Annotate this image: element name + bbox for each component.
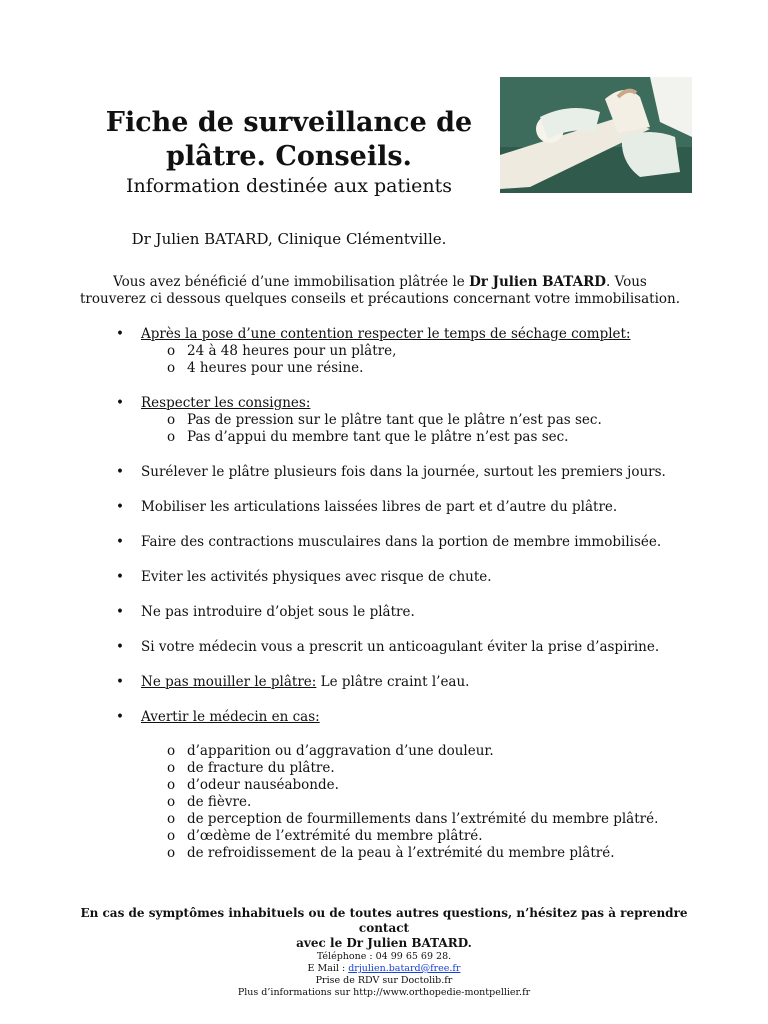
list-item bbox=[116, 499, 696, 516]
author-line: Dr Julien BATARD, Clinique Clémentville. bbox=[131, 230, 447, 248]
list-item bbox=[116, 604, 696, 621]
intro-doctor-name: Dr Julien BATARD bbox=[469, 274, 607, 290]
sub-list-item: o 24 à 48 heures pour un plâtre, bbox=[167, 343, 397, 359]
footer-contact-line2: avec le Dr Julien BATARD. bbox=[296, 936, 472, 950]
sub-bullet-icon: o bbox=[167, 777, 176, 793]
list-item bbox=[116, 464, 696, 481]
sub-list-item: o d’œdème de l’extrémité du membre plâtré. bbox=[167, 828, 483, 844]
bullet-icon: • bbox=[116, 464, 124, 480]
list-item bbox=[116, 534, 696, 551]
bullet-icon: • bbox=[116, 604, 124, 620]
footer-email-label: E Mail : bbox=[307, 963, 349, 974]
footer-rdv: Prise de RDV sur Doctolib.fr bbox=[315, 975, 453, 986]
list-item bbox=[116, 639, 696, 656]
bullet-icon: • bbox=[116, 534, 124, 550]
page-title-line2: plâtre. Conseils. bbox=[166, 141, 412, 172]
sub-bullet-icon: o bbox=[167, 743, 176, 759]
sub-bullet-icon: o bbox=[167, 794, 176, 810]
bullet-icon: • bbox=[116, 709, 124, 725]
intro-text-before: Vous avez bénéficié d’une immobilisation plâtrée le bbox=[113, 274, 470, 290]
avoid-text: Eviter les activités physiques avec risque de chute. bbox=[141, 569, 492, 585]
intro-paragraph bbox=[80, 274, 680, 308]
no-object-text: Ne pas introduire d’objet sous le plâtre. bbox=[141, 604, 415, 620]
sub-list-item: o d’apparition ou d’aggravation d’une douleur. bbox=[167, 743, 494, 759]
list-item bbox=[116, 709, 696, 862]
list-item bbox=[116, 326, 696, 377]
list-item bbox=[116, 395, 696, 446]
footer-more-info: Plus d’informations sur http://www.orthopedie-montpellier.fr bbox=[237, 987, 531, 998]
page-subtitle: Information destinée aux patients bbox=[125, 175, 453, 197]
sub-bullet-icon: o bbox=[167, 429, 176, 445]
bullet-icon: • bbox=[116, 639, 124, 655]
alert-title: Avertir le médecin en cas: bbox=[141, 709, 320, 725]
sub-bullet-icon: o bbox=[167, 412, 176, 428]
sub-list-item: o d’odeur nauséabonde. bbox=[167, 777, 339, 793]
sub-list-item: o 4 heures pour une résine. bbox=[167, 360, 364, 376]
contact-footer bbox=[60, 906, 708, 999]
drying-sublist bbox=[141, 343, 696, 377]
sub-list-item: o de fièvre. bbox=[167, 794, 252, 810]
email-link[interactable]: drjulien.batard@free.fr bbox=[348, 963, 461, 974]
sub-bullet-icon: o bbox=[167, 828, 176, 844]
sub-list-item: o Pas d’appui du membre tant que le plâtre n’est pas sec. bbox=[167, 429, 569, 445]
contract-text: Faire des contractions musculaires dans la portion de membre immobilisée. bbox=[141, 534, 662, 550]
sub-bullet-icon: o bbox=[167, 343, 176, 359]
list-item bbox=[116, 674, 696, 691]
cast-photo bbox=[500, 77, 692, 193]
bullet-icon: • bbox=[116, 569, 124, 585]
footer-email-line bbox=[60, 963, 708, 975]
sub-list-item: o de refroidissement de la peau à l’extrémité du membre plâtré. bbox=[167, 845, 615, 861]
elevate-text: Surélever le plâtre plusieurs fois dans la journée, surtout les premiers jours. bbox=[141, 464, 666, 480]
page-title-line1: Fiche de surveillance de bbox=[105, 107, 473, 138]
sub-list-item: o de fracture du plâtre. bbox=[167, 760, 335, 776]
sub-bullet-icon: o bbox=[167, 760, 176, 776]
footer-phone: Téléphone : 04 99 65 69 28. bbox=[316, 951, 452, 962]
alert-sublist bbox=[141, 743, 696, 862]
advice-list bbox=[116, 326, 696, 880]
instructions-sublist bbox=[141, 412, 696, 446]
sub-list-item: o de perception de fourmillements dans l’extrémité du membre plâtré. bbox=[167, 811, 659, 827]
sub-bullet-icon: o bbox=[167, 811, 176, 827]
sub-bullet-icon: o bbox=[167, 360, 176, 376]
sub-list-item: o Pas de pression sur le plâtre tant que le plâtre n’est pas sec. bbox=[167, 412, 602, 428]
bullet-icon: • bbox=[116, 499, 124, 515]
instructions-title: Respecter les consignes: bbox=[141, 395, 311, 411]
intro-text-after: . Vous trouverez ci dessous quelques conseils et précautions concernant votre immobilisation. bbox=[80, 274, 681, 307]
document-header bbox=[100, 106, 478, 198]
mobilize-text: Mobiliser les articulations laissées libres de part et d’autre du plâtre. bbox=[141, 499, 618, 515]
bullet-icon: • bbox=[116, 326, 124, 342]
wet-title: Ne pas mouiller le plâtre: bbox=[141, 674, 317, 690]
anticoagulant-text: Si votre médecin vous a prescrit un anticoagulant éviter la prise d’aspirine. bbox=[141, 639, 660, 655]
list-item bbox=[116, 569, 696, 586]
footer-contact-line1: En cas de symptômes inhabituels ou de toutes autres questions, n’hésitez pas à reprendre contact bbox=[80, 906, 688, 935]
drying-title: Après la pose d’une contention respecter le temps de séchage complet: bbox=[141, 326, 631, 342]
wet-text: Le plâtre craint l’eau. bbox=[316, 674, 470, 690]
bullet-icon: • bbox=[116, 674, 124, 690]
bullet-icon: • bbox=[116, 395, 124, 411]
sub-bullet-icon: o bbox=[167, 845, 176, 861]
